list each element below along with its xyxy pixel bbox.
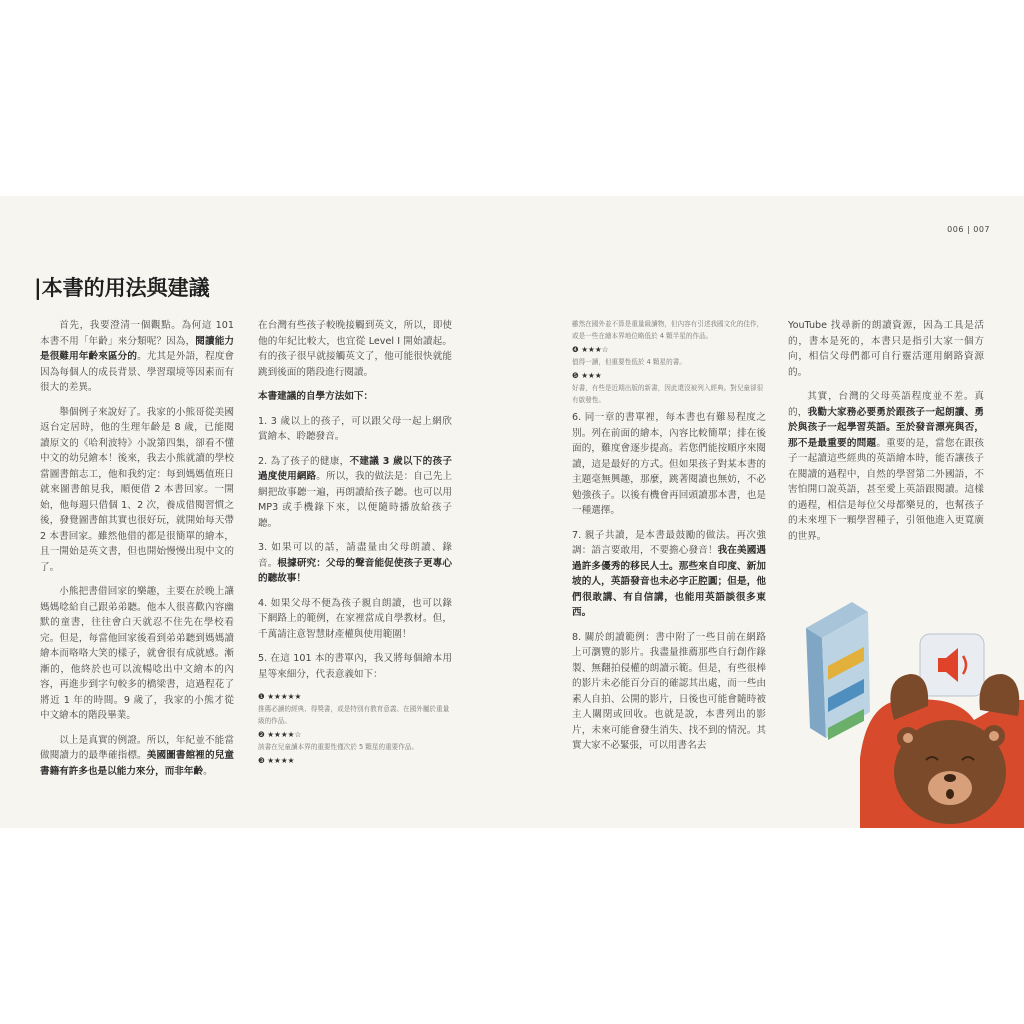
paragraph: 以上是真實的例證。所以，年紀並不能當做閱讀力的最準確指標。美國圖書館裡的兒童書籍有許多也是以能力來分，而非年齡。 — [40, 734, 235, 777]
list-item: 2. 為了孩子的健康，不建議 3 歲以下的孩子過度使用網路。所以，我的做法是：自己先上網把故事聽一遍，再朗讀給孩子聽。也可以用 MP3 或手機錄下來，以便隨時播放給孩子聽。 — [258, 455, 453, 529]
rating-note: 值得一讀，但重要性低於 4 顆星的書。 — [572, 358, 686, 366]
rating-3-5-stars: ❹ ★★★☆ — [572, 345, 609, 354]
rating-3-stars: ❺ ★★★ — [572, 371, 602, 380]
column-4 — [788, 318, 984, 553]
paragraph: 首先，我要澄清一個觀點。為何這 101 本書不用「年齡」來分類呢？因為，閱讀能力是很難用年齡來區分的。尤其是外語，程度會因為每個人的成長背景、學習環境等因素而有很大的差異。 — [40, 320, 235, 393]
column-1 — [40, 318, 234, 788]
paragraph: YouTube 找尋新的朗讀資源，因為工具是活的，書本是死的，本書只是指引大家一個方向，相信父母們都可自行靈活運用網路資源的。 — [788, 320, 984, 378]
list-item: 8. 關於朗讀範例：書中附了一些目前在網路上可瀏覽的影片。我盡量推薦那些自行創作錄製、無翻拍侵權的朗讀示範。但是，有些很棒的影片未必能百分百的確認其出處，而一些由素人自拍、公開的影片，日後也可能會隨時被主人關閉或回收。也就是說，本書列出的影片，未來可能會發生消失、找不到的情況。其實大家不必緊張，可以用書名去 — [572, 631, 766, 751]
list-item: 5. 在這 101 本的書單內，我又將每個繪本用星等來細分，代表意義如下： — [258, 653, 452, 680]
paragraph: 舉個例子來說好了。我家的小熊哥從美國返台定居時，他的生理年齡是 8 歲，已能閱讀原文的《哈利波特》小說第四集，卻看不懂中文的幼兒繪本！後來，我去小熊就讀的學校當圖書館志工，他和我約定：每到媽媽值班日就來圖書館見我，順便借 2 本書回家。一開始，他每週只借個 1、2 次，養成借閱習慣之後，發覺圖書館其實也很好玩，就開始每天帶 2 本書回家。雖然他借的都是很簡單的繪本，且一開始是英文書，但也開始慢慢出現中文的了。 — [40, 406, 234, 573]
paragraph: 其實，台灣的父母英語程度並不差。真的，我勸大家務必要勇於跟孩子一起朗讀、勇於與孩子一起學習英語。至於發音漂亮與否，那不是最重要的問題。重要的是，當您在跟孩子一起讀這些經典的英語繪本時，能否讓孩子在閱讀的過程中，自然的學習第二外國語，不害怕開口說英語，甚至愛上英語跟閱讀。這樣的過程，相信是每位父母都樂見的，也幫孩子的未來埋下一顆學習種子，引領他進入更寬廣的世界。 — [788, 391, 985, 542]
paragraph: 小熊把書借回家的樂趣，主要在於晚上讓媽媽唸給自己跟弟弟聽。他本人很喜歡內容幽默的童書，往往會白天就忍不住先在學校看完。但是，每當他回家後看到弟弟聽到媽媽讀繪本而咯咯大笑的樣子，就會很有成就感。漸漸的，他終於也可以流暢唸出中文繪本的內容，再進步到字句較多的橋梁書，這過程花了將近 1 年的時間。9 歲了，我家的小熊才從中文繪本的階段畢業。 — [40, 586, 234, 721]
rating-legend-continued — [572, 318, 766, 406]
book-spread — [0, 196, 1024, 828]
section-heading: 本書建議的自學方法如下： — [258, 391, 374, 402]
column-3 — [572, 318, 766, 763]
bookshelf-icon — [806, 602, 870, 740]
list-item: 6. 同一章的書單裡，每本書也有難易程度之別。列在前面的繪本，內容比較簡單；排在後面的，難度會逐步提高。若您們能按順序來閱讀，這是最好的方式。但如果孩子對某本書的主題毫無興趣，那麼，跳著閱讀也無妨，不必勉強孩子。以後有機會再回頭讀那本書，也是一種選擇。 — [572, 412, 766, 516]
page-numbers: 006 | 007 — [947, 225, 990, 234]
title-text: 本書的用法與建議 — [41, 276, 210, 300]
rating-note: 該書在兒童讀本界的重要性僅次於 5 顆星的重要作品。 — [258, 743, 419, 751]
list-item: 7. 親子共讀，是本書最鼓勵的做法。再次強調：語言要敢用，不要擔心發音！我在美國遇過許多優秀的移民人士。那些來自印度、新加坡的人，英語發音也未必字正腔圓；但是，他們很敢講、有自信講，也能用英語談很多東西。 — [572, 529, 767, 618]
rating-note: 推薦必讀的經典、得獎書，或是特別有教育意義、在國外屬於重量級的作品。 — [258, 705, 450, 725]
list-item: 3. 如果可以的話，請盡量由父母朗讀、錄音。根據研究：父母的聲音能促使孩子更專心的聽故事！ — [258, 542, 453, 584]
speaker-icon — [920, 634, 984, 696]
paragraph: 在台灣有些孩子較晚接觸到英文，所以，即使他的年紀比較大，也宜從 Level I 開始讀起。有的孩子很早就接觸英文了，他可能很快就能跳到後面的階段進行閱讀。 — [258, 320, 452, 378]
rating-4-stars: ❸ ★★★★ — [258, 756, 295, 765]
rating-legend — [258, 691, 452, 767]
rating-note: 好書，有些是近期出版的新書，因此還沒被列入經典。對兒童卻很有啟發性。 — [572, 384, 764, 404]
column-2 — [258, 318, 452, 767]
page-title: |本書的用法與建議 — [34, 276, 210, 300]
rating-5-stars: ❶ ★★★★★ — [258, 692, 302, 701]
rating-note: 雖然在國外並不算是重量級讀物，但內容有引述我國文化的佳作，或是一些在繪本界地位略低於 4 顆半星的作品。 — [572, 320, 764, 340]
list-item: 1. 3 歲以上的孩子，可以跟父母一起上網欣賞繪本、聆聽發音。 — [258, 415, 452, 442]
list-item: 4. 如果父母不便為孩子親自朗讀，也可以錄下網路上的範例，在家裡當成自學教材。但，千萬請注意智慧財產權與使用範圍！ — [258, 597, 452, 640]
bear-illustration — [798, 588, 1024, 828]
bear-icon — [860, 674, 1024, 828]
rating-4-5-stars: ❷ ★★★★☆ — [258, 730, 302, 739]
